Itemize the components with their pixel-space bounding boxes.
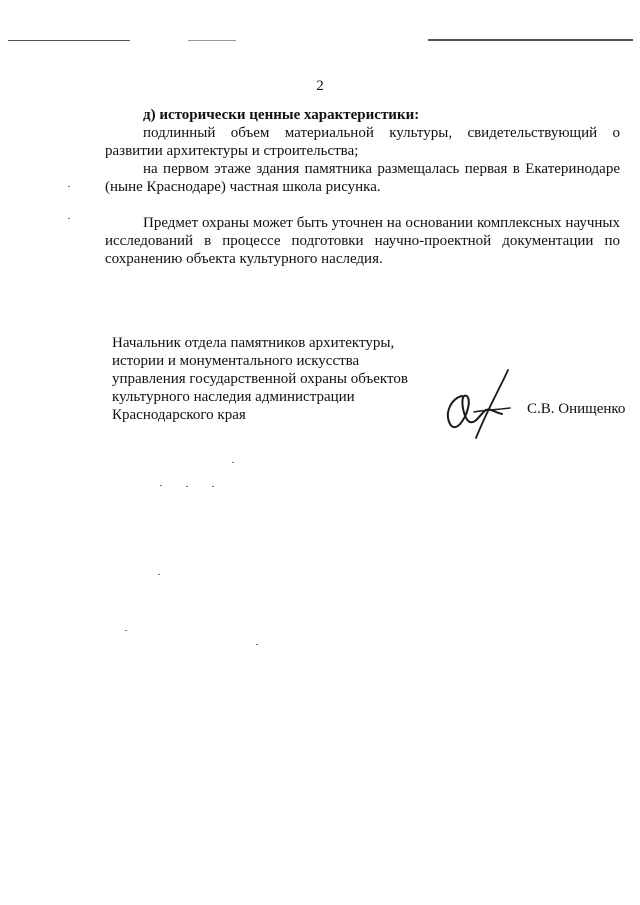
handwritten-signature — [430, 368, 520, 440]
scan-dust — [256, 644, 258, 645]
position-line: Начальник отдела памятников архитектуры, — [112, 335, 395, 351]
scan-dust — [186, 486, 188, 487]
position-line: Краснодарского края — [112, 407, 246, 423]
position-line: культурного наследия администрации — [112, 389, 355, 405]
signature-position-block — [112, 334, 432, 424]
paragraph-protection-subject: Предмет охраны может быть уточнен на основании комплексных научных исследований в процессе подготовки научно-проектной документации по сохранению объекта культурного наследия. — [105, 215, 620, 267]
page-number: 2 — [316, 78, 324, 94]
scan-dust — [68, 218, 70, 219]
scan-artifact-line — [8, 40, 130, 41]
signer-name: С.В. Онищенко — [527, 401, 626, 417]
paragraph-drawing-school: на первом этаже здания памятника размещалась первая в Екатеринодаре (ныне Краснодаре) частная школа рисунка. — [105, 161, 620, 195]
scan-artifact-line — [188, 40, 236, 41]
scan-artifact-line — [428, 39, 633, 41]
scan-dust — [68, 186, 70, 187]
scan-dust — [125, 630, 127, 631]
position-line: истории и монументального искусства — [112, 353, 360, 369]
scan-dust — [160, 485, 162, 486]
position-line: управления государственной охраны объектов — [112, 371, 408, 387]
scan-dust — [158, 574, 160, 575]
scan-dust — [232, 462, 234, 463]
section-heading: д) исторически ценные характеристики: — [143, 107, 420, 123]
paragraph-original-volume: подлинный объем материальной культуры, свидетельствующий о развитии архитектуры и строительства; — [105, 125, 620, 159]
spacer — [105, 196, 620, 214]
scan-dust — [212, 486, 214, 487]
document-body — [105, 106, 620, 268]
